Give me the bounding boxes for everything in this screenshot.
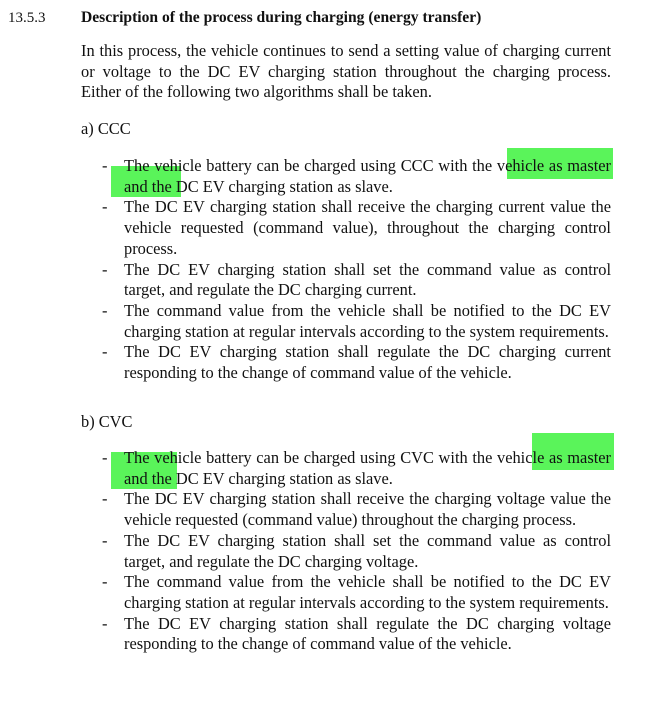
cvc-bullet-list xyxy=(0,448,645,655)
list-item-text: The DC EV charging station shall regulate the DC charging current responding to the change of command value of the vehicle. xyxy=(124,342,611,383)
list-item xyxy=(0,197,611,259)
bullet-dash: - xyxy=(102,448,108,467)
bullet-dash: - xyxy=(102,530,108,550)
section-title: Description of the process during charging (energy transfer) xyxy=(81,9,482,26)
list-item xyxy=(0,614,611,655)
bullet-dash: - xyxy=(102,156,108,175)
list-item xyxy=(0,448,611,489)
list-item-text: The command value from the vehicle shall be notified to the DC EV charging station at regular intervals according to the system requirements. xyxy=(124,300,611,341)
list-item xyxy=(0,572,611,613)
list-item-text: The DC EV charging station shall receive the charging current value the vehicle requested (command value), throughout the charging control process. xyxy=(124,197,611,258)
list-item-text: The vehicle battery can be charged using CCC with the vehicle as master and the DC EV charging station as slave. xyxy=(124,156,611,196)
ccc-bullet-list xyxy=(0,156,645,384)
bullet-dash: - xyxy=(102,572,108,592)
list-item xyxy=(0,260,611,301)
list-item-text: The DC EV charging station shall receive the charging voltage value the vehicle requested (command value) throughout the charging process. xyxy=(124,489,611,530)
section-number: 13.5.3 xyxy=(8,10,46,26)
bullet-dash: - xyxy=(102,259,108,279)
list-item-text: The DC EV charging station shall set the command value as control target, and regulate the DC charging voltage. xyxy=(124,530,611,571)
list-item xyxy=(0,301,611,342)
list-item xyxy=(0,342,611,383)
list-item xyxy=(0,531,611,572)
bullet-dash: - xyxy=(102,197,108,217)
bullet-dash: - xyxy=(102,613,108,633)
list-item xyxy=(0,489,611,530)
list-item xyxy=(0,156,611,197)
list-item-text: The vehicle battery can be charged using CVC with the vehicle as master and the DC EV charging station as slave. xyxy=(124,448,611,488)
bullet-dash: - xyxy=(102,489,108,509)
cvc-heading: b) CVC xyxy=(81,412,133,431)
list-item-text: The DC EV charging station shall regulate the DC charging voltage responding to the change of command value of the vehicle. xyxy=(124,613,611,654)
ccc-heading: a) CCC xyxy=(81,119,131,138)
bullet-dash: - xyxy=(102,342,108,362)
list-item-text: The command value from the vehicle shall be notified to the DC EV charging station at regular intervals according to the system requirements. xyxy=(124,572,611,612)
bullet-dash: - xyxy=(102,300,108,320)
list-item-text: The DC EV charging station shall set the command value as control target, and regulate the DC charging current. xyxy=(124,259,611,300)
intro-paragraph: In this process, the vehicle continues to send a setting value of charging current or voltage to the DC EV charging station throughout the charging process. Either of the following two algorithms shall be taken. xyxy=(81,41,611,102)
